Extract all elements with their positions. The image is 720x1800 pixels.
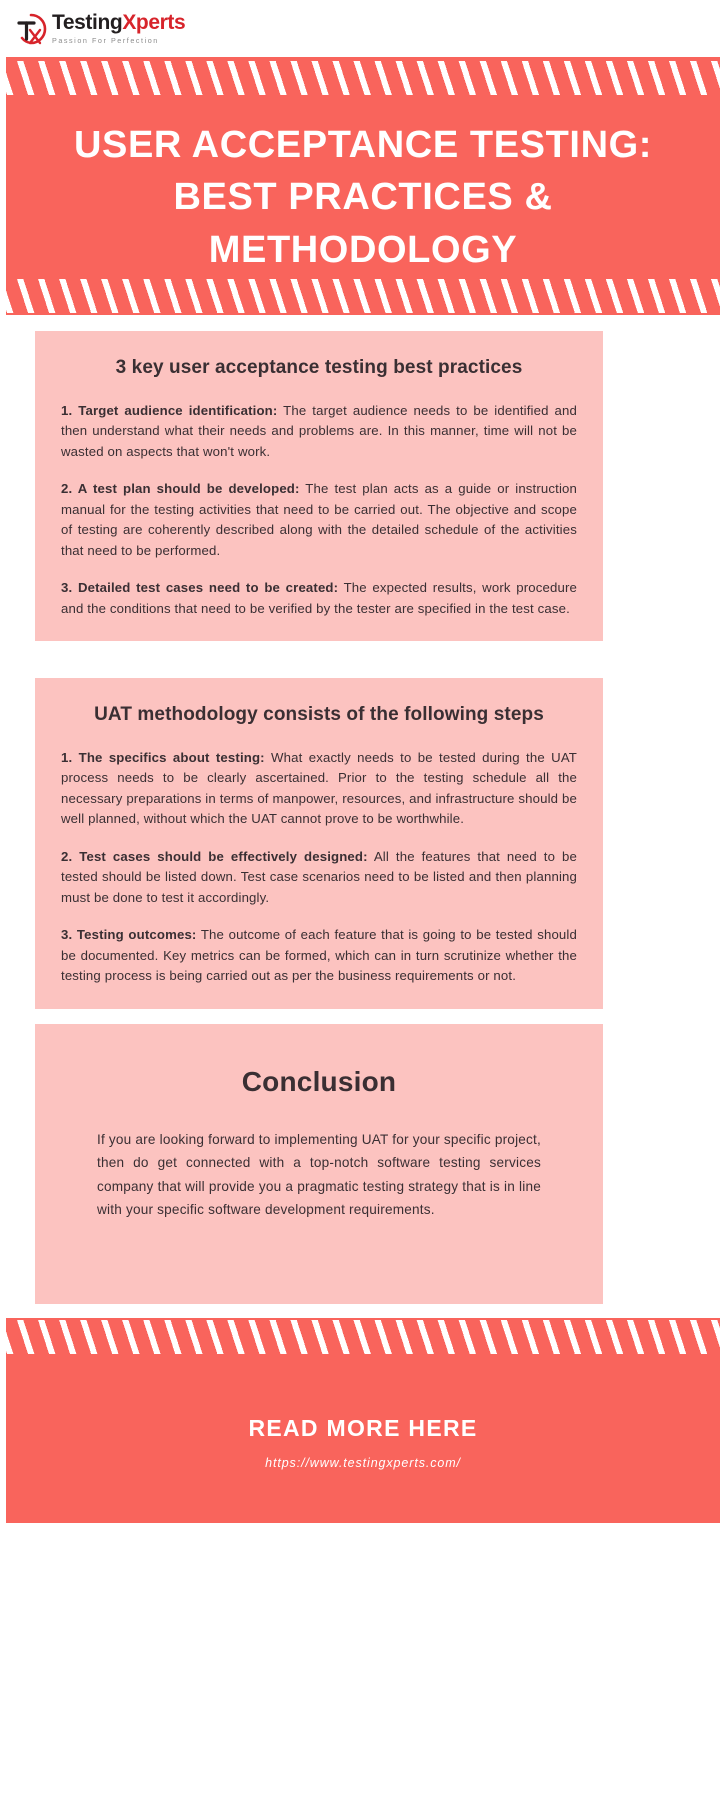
diagonal-stripes-top-icon xyxy=(6,61,720,95)
best-practices-item-2-body: The test plan acts as a guide or instruction manual for the testing activities that need to be carried out. The objective and scope of testing are coherently described along with the detailed schedule of the activities that need to be performed. xyxy=(61,481,577,558)
diagonal-stripes-bottom-icon xyxy=(6,279,720,313)
diagonal-stripes-footer-icon xyxy=(6,1320,720,1354)
conclusion-card xyxy=(35,1024,603,1304)
best-practices-item-2-lead: 2. A test plan should be developed: xyxy=(61,481,300,497)
best-practices-heading: 3 key user acceptance testing best practices xyxy=(115,357,523,378)
best-practices-item-1 xyxy=(61,401,577,462)
page-title-line-3: METHODOLOGY xyxy=(208,228,518,271)
logo-bar xyxy=(0,0,720,57)
read-more-cta[interactable]: READ MORE HERE xyxy=(248,1415,478,1441)
best-practices-item-3-body: The expected results, work procedure and the conditions that need to be verified by the tester are specified in the test case. xyxy=(61,580,578,616)
header-banner xyxy=(6,57,720,315)
page-title-line-2: BEST PRACTICES & xyxy=(173,176,553,219)
methodology-item-2 xyxy=(61,847,577,908)
methodology-item-1 xyxy=(61,748,577,830)
best-practices-card xyxy=(35,331,603,641)
methodology-heading: UAT methodology consists of the following steps xyxy=(94,704,544,725)
best-practices-item-1-body: The target audience needs to be identified and then understand what their needs and problems are. In this manner, time will not be wasted on aspects that won't work. xyxy=(61,403,577,459)
logo-name-part1: Testing xyxy=(52,11,123,35)
methodology-item-3-lead: 3. Testing outcomes: xyxy=(61,927,197,943)
methodology-item-2-body: All the features that need to be tested should be listed down. Test case scenarios need to be listed and then planning must be done to test it accordingly. xyxy=(61,848,577,905)
page-title-line-1: USER ACCEPTANCE TESTING: xyxy=(73,124,653,166)
testingxperts-logo[interactable] xyxy=(12,10,191,48)
logo-tagline: Passion For Perfection xyxy=(52,36,159,46)
methodology-item-1-lead: 1. The specifics about testing: xyxy=(61,750,265,765)
logo-name-part2: Xperts xyxy=(122,11,186,35)
footer-banner xyxy=(6,1318,720,1523)
methodology-item-3-body: The outcome of each feature that is going to be tested should be documented. Key metrics can be formed, which can in turn scrutinize whether the testing process is being carried out as per the business requirements or not. xyxy=(61,927,577,984)
best-practices-item-1-lead: 1. Target audience identification: xyxy=(61,403,278,418)
conclusion-heading: Conclusion xyxy=(241,1066,397,1097)
best-practices-item-3 xyxy=(61,578,577,619)
methodology-item-1-body: What exactly needs to be tested during the UAT process needs to be clearly ascertained. Prior to the testing schedule all the necessary preparations in terms of manpower, resources, and infrastructure should be well planned, without which the UAT cannot prove to be worthwhile. xyxy=(61,750,577,827)
methodology-card xyxy=(35,678,603,1009)
page-title xyxy=(6,119,720,276)
logo-name xyxy=(52,12,185,33)
methodology-item-3 xyxy=(61,925,577,986)
best-practices-item-3-lead: 3. Detailed test cases need to be created: xyxy=(61,580,339,596)
logo-text xyxy=(52,12,185,44)
methodology-item-2-lead: 2. Test cases should be effectively designed: xyxy=(61,848,368,864)
tx-monogram-icon xyxy=(14,12,48,46)
website-url-link[interactable]: https://www.testingxperts.com/ xyxy=(265,1456,461,1470)
best-practices-item-2 xyxy=(61,479,577,561)
conclusion-body: If you are looking forward to implementing UAT for your specific project, then do get connected with a top-notch software testing services company that will provide you a pragmatic testing strategy that is in line with your specific software development requirements. xyxy=(97,1132,541,1218)
